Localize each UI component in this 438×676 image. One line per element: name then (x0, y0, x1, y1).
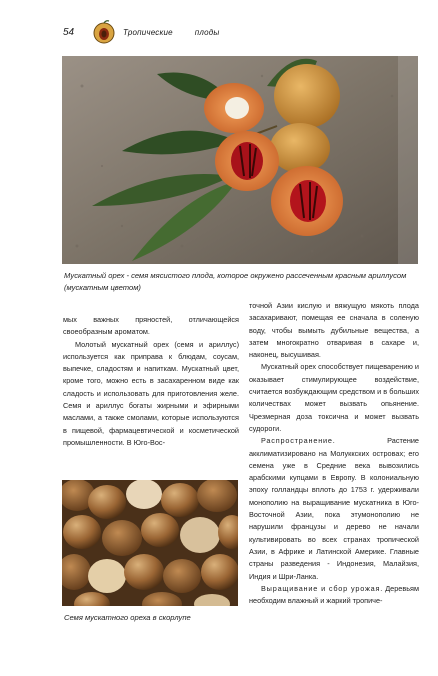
text-column-left (63, 314, 239, 449)
paragraph-body: Растение акклиматизировано на Молуккских островах; его семена уже в Средние века вывозились арабскими купцами в Европу. В колониальную эпоху голландцы вплоть до 1753 г. удерживали монополию на выращивание мускатника в Юго-Восточной Азии, пока этумонополию не нарушили французы и дерево не начали культивировать во всех странах тропической Азии, в Африке и Латинской Америке. Главные страны разведения - Индонезия, Малайзия, Индия и Шри-Ланка. (249, 436, 419, 581)
nutmeg-seeds-in-shell-photo (62, 480, 238, 606)
section-title-word2: плоды (194, 28, 220, 37)
section-title (123, 28, 219, 37)
nutmeg-fruit-icon (92, 20, 116, 44)
nutmeg-fruit-photo (62, 56, 418, 264)
subheading: Выращивание и сбор урожая. (261, 583, 384, 593)
paragraph: Мускатный орех способствует пищеварению и оказывает стимулирующее воздействие, считается возбуждающим средством и в больших количествах может вызвать опьянение. Чрезмерная доза токсична и может вызвать судороги. (249, 362, 419, 433)
paragraph (249, 435, 419, 583)
section-title-word1: Тропические (123, 28, 173, 37)
subheading: Распространение. (261, 436, 336, 446)
paragraph (249, 583, 419, 608)
bottom-photo-caption: Семя мускатного ореха в скорлупе (64, 613, 191, 622)
running-header (63, 20, 423, 46)
top-photo-caption: Мускатный орех - семя мясистого плода, которое окружено рассеченным красным ариллусом (мускатным цветом) (64, 271, 407, 292)
paragraph-body: Деревьям необходим влажный и жаркий тропиче- (249, 583, 419, 606)
text-column-right (249, 300, 419, 607)
paragraph: мых важных пряностей, отличающейся своеобразным ароматом. (63, 315, 239, 337)
paragraph: точной Азии кислую и вяжущую мякоть плода засахаривают, помещая ее сначала в соленую воду, чтобы вымыть дубильные вещества, а затем многократно отваривая в сахаре и, наконец, высушивая. (249, 301, 419, 360)
paragraph: Молотый мускатный орех (семя и ариллус) используется как приправа к блюдам, соусам, выпечке, сладостям и напиткам. Мускатный цвет, кроме того, можно есть в засахаренном виде как сладость и использовать для приготовления желе. Семя и ариллус богаты жирными и эфирными маслами, а также смолами, которые используются в пищевой, фармацевтической и косметической промышленности. В Юго-Вос- (63, 339, 239, 447)
page-number: 54 (63, 27, 75, 38)
